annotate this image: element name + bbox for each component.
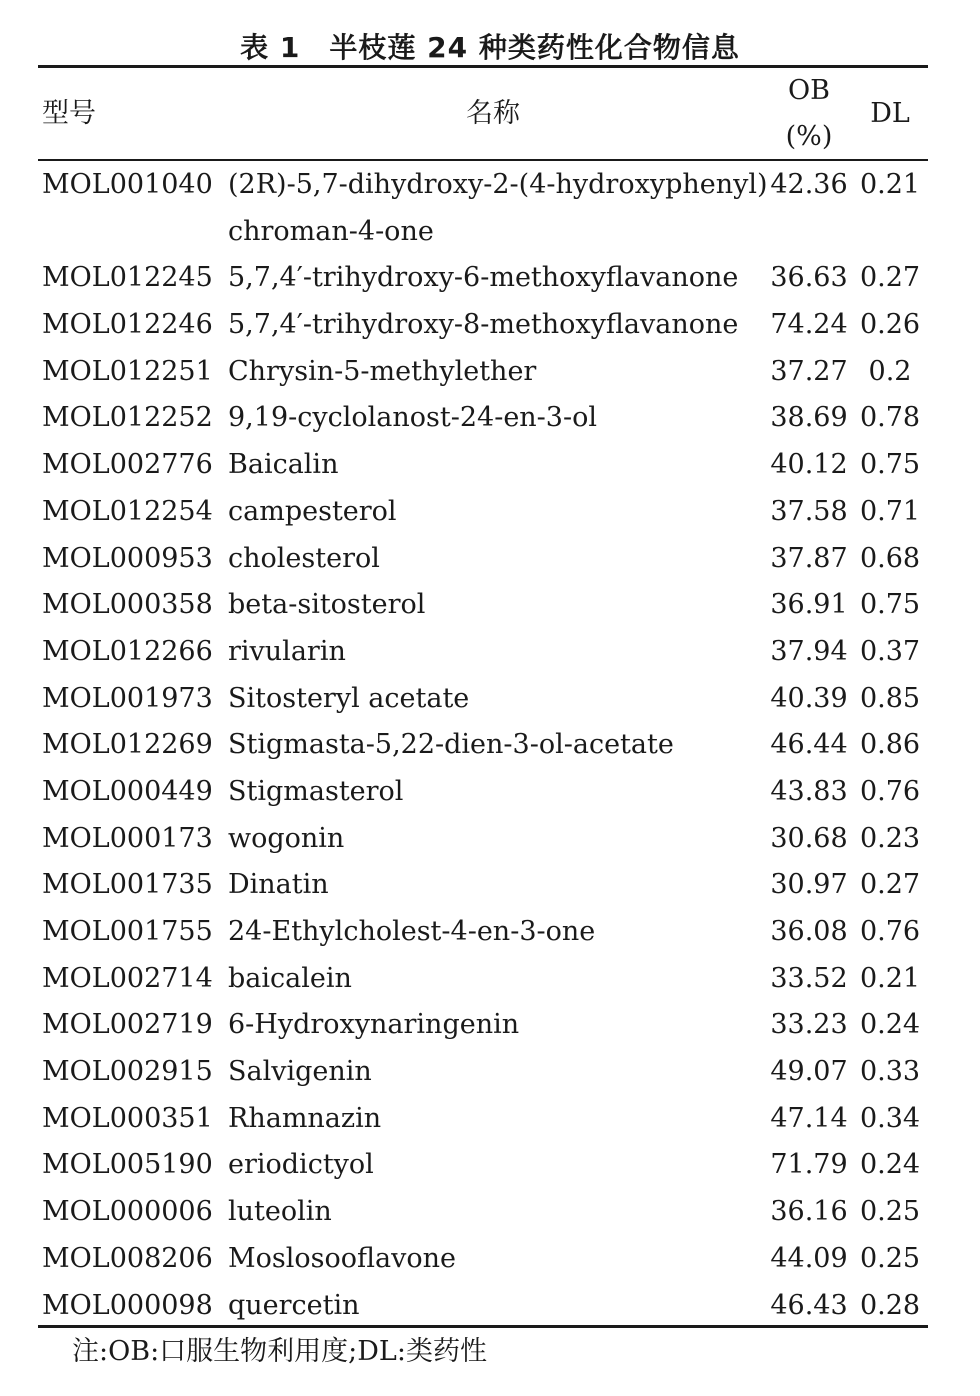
compound-dl: 0.27 bbox=[859, 262, 921, 294]
compound-id: MOL000953 bbox=[42, 542, 213, 574]
compound-id: MOL001735 bbox=[42, 869, 213, 901]
header-name: 名称 bbox=[466, 98, 520, 129]
compound-dl: 0.76 bbox=[859, 916, 921, 948]
compound-dl: 0.76 bbox=[859, 775, 921, 807]
compound-dl: 0.86 bbox=[859, 729, 921, 761]
compound-dl: 0.33 bbox=[859, 1056, 921, 1088]
table-row bbox=[0, 302, 980, 349]
compound-ob: 36.91 bbox=[770, 589, 848, 621]
compound-name: quercetin bbox=[228, 1289, 360, 1321]
compound-dl: 0.25 bbox=[859, 1242, 921, 1274]
compound-name: Dinatin bbox=[228, 869, 329, 901]
compound-ob: 36.16 bbox=[770, 1196, 848, 1228]
compound-name: 24-Ethylcholest-4-en-3-one bbox=[228, 916, 596, 948]
compound-id: MOL000098 bbox=[42, 1289, 213, 1321]
compound-dl: 0.21 bbox=[859, 169, 921, 200]
compound-ob: 44.09 bbox=[770, 1242, 848, 1274]
compound-ob: 33.52 bbox=[770, 962, 848, 994]
compound-id: MOL000173 bbox=[42, 822, 213, 854]
table-row bbox=[0, 255, 980, 302]
compound-name: Stigmasterol bbox=[228, 775, 404, 807]
compound-id: MOL001973 bbox=[42, 682, 213, 714]
compound-dl: 0.75 bbox=[859, 589, 921, 621]
compound-ob: 36.63 bbox=[770, 262, 848, 294]
compound-name: 5,7,4′-trihydroxy-6-methoxyflavanone bbox=[228, 262, 739, 294]
compound-name: campesterol bbox=[228, 495, 397, 527]
compound-id: MOL008206 bbox=[42, 1242, 213, 1274]
table-row bbox=[0, 1049, 980, 1096]
table-row bbox=[0, 676, 980, 723]
table-row bbox=[0, 722, 980, 769]
compound-name: Salvigenin bbox=[228, 1056, 372, 1088]
table-body bbox=[0, 162, 980, 1329]
compound-name: beta-sitosterol bbox=[228, 589, 426, 621]
compound-dl: 0.85 bbox=[859, 682, 921, 714]
table-row bbox=[0, 1096, 980, 1143]
compound-ob: 37.87 bbox=[770, 542, 848, 574]
compound-name: rivularin bbox=[228, 635, 346, 667]
table-row bbox=[0, 816, 980, 863]
compound-ob: 71.79 bbox=[770, 1149, 848, 1181]
compound-name: Sitosteryl acetate bbox=[228, 682, 470, 714]
compound-ob: 36.08 bbox=[770, 916, 848, 948]
compound-dl: 0.34 bbox=[859, 1102, 921, 1134]
compound-name: 5,7,4′-trihydroxy-8-methoxyflavanone bbox=[228, 309, 739, 341]
table-row bbox=[0, 162, 980, 255]
table-row bbox=[0, 1189, 980, 1236]
compound-dl: 0.25 bbox=[859, 1196, 921, 1228]
table-row bbox=[0, 956, 980, 1003]
header-ob bbox=[768, 68, 850, 160]
table-row bbox=[0, 395, 980, 442]
table-header-rule bbox=[38, 159, 928, 161]
compound-dl: 0.68 bbox=[859, 542, 921, 574]
compound-dl: 0.78 bbox=[859, 402, 921, 434]
table-row bbox=[0, 536, 980, 583]
header-ob-label: OB bbox=[788, 75, 830, 106]
table-row bbox=[0, 489, 980, 536]
compound-dl: 0.21 bbox=[859, 962, 921, 994]
compound-dl: 0.23 bbox=[859, 822, 921, 854]
compound-name: 9,19-cyclolanost-24-en-3-ol bbox=[228, 402, 597, 434]
header-model: 型号 bbox=[42, 98, 96, 129]
table-note: 注:OB:口服生物利用度;DL:类药性 bbox=[72, 1336, 487, 1367]
compound-id: MOL002915 bbox=[42, 1056, 213, 1088]
table-row bbox=[0, 1236, 980, 1283]
compound-name: 6-Hydroxynaringenin bbox=[228, 1009, 520, 1041]
compound-name: baicalein bbox=[228, 962, 352, 994]
compound-ob: 40.12 bbox=[770, 449, 848, 481]
compound-id: MOL000351 bbox=[42, 1102, 213, 1134]
compound-id: MOL001040 bbox=[42, 169, 213, 200]
compound-ob: 47.14 bbox=[770, 1102, 848, 1134]
compound-id: MOL002719 bbox=[42, 1009, 213, 1041]
compound-name: luteolin bbox=[228, 1196, 332, 1228]
compound-dl: 0.26 bbox=[859, 309, 921, 341]
header-ob-unit: (%) bbox=[785, 121, 833, 152]
compound-id: MOL012266 bbox=[42, 635, 213, 667]
compound-ob: 42.36 bbox=[770, 169, 848, 200]
compound-dl: 0.24 bbox=[859, 1149, 921, 1181]
compound-ob: 37.94 bbox=[770, 635, 848, 667]
table-row bbox=[0, 442, 980, 489]
compound-dl: 0.71 bbox=[859, 495, 921, 527]
compound-name: wogonin bbox=[228, 822, 345, 854]
compound-name: Moslosooflavone bbox=[228, 1242, 456, 1274]
compound-ob: 38.69 bbox=[770, 402, 848, 434]
table-row bbox=[0, 862, 980, 909]
compound-dl: 0.2 bbox=[868, 355, 912, 387]
compound-dl: 0.27 bbox=[859, 869, 921, 901]
compound-ob: 37.27 bbox=[770, 355, 848, 387]
compound-name: Chrysin-5-methylether bbox=[228, 355, 537, 387]
table-row bbox=[0, 769, 980, 816]
compound-id: MOL002714 bbox=[42, 962, 213, 994]
compound-id: MOL012269 bbox=[42, 729, 213, 761]
table-row bbox=[0, 909, 980, 956]
compound-dl: 0.28 bbox=[859, 1289, 921, 1321]
compound-id: MOL012245 bbox=[42, 262, 213, 294]
compound-id: MOL005190 bbox=[42, 1149, 213, 1181]
compound-id: MOL002776 bbox=[42, 449, 213, 481]
compound-name: cholesterol bbox=[228, 542, 380, 574]
compound-id: MOL012246 bbox=[42, 309, 213, 341]
compound-ob: 46.44 bbox=[770, 729, 848, 761]
compound-dl: 0.75 bbox=[859, 449, 921, 481]
compound-id: MOL000449 bbox=[42, 775, 213, 807]
compound-ob: 74.24 bbox=[770, 309, 848, 341]
table-bottom-rule bbox=[38, 1325, 928, 1328]
compound-id: MOL000358 bbox=[42, 589, 213, 621]
header-dl: DL bbox=[870, 98, 910, 129]
compound-ob: 46.43 bbox=[770, 1289, 848, 1321]
compound-name: Baicalin bbox=[228, 449, 339, 481]
compound-dl: 0.37 bbox=[859, 635, 921, 667]
compound-ob: 30.97 bbox=[770, 869, 848, 901]
table-row bbox=[0, 1002, 980, 1049]
compound-ob: 49.07 bbox=[770, 1056, 848, 1088]
compound-dl: 0.24 bbox=[859, 1009, 921, 1041]
table-row bbox=[0, 629, 980, 676]
table-row bbox=[0, 1142, 980, 1189]
compound-name: (2R)-5,7-dihydroxy-2-(4-hydroxyphenyl) chroman-4-one bbox=[228, 169, 768, 247]
table-row bbox=[0, 582, 980, 629]
compound-ob: 37.58 bbox=[770, 495, 848, 527]
table-row bbox=[0, 349, 980, 396]
table-row bbox=[0, 1283, 980, 1330]
compound-name: Stigmasta-5,22-dien-3-ol-acetate bbox=[228, 729, 674, 761]
compound-name: Rhamnazin bbox=[228, 1102, 382, 1134]
compound-id: MOL000006 bbox=[42, 1196, 213, 1228]
compound-id: MOL012252 bbox=[42, 402, 213, 434]
compound-id: MOL001755 bbox=[42, 916, 213, 948]
compound-ob: 43.83 bbox=[770, 775, 848, 807]
compound-ob: 33.23 bbox=[770, 1009, 848, 1041]
compound-id: MOL012251 bbox=[42, 355, 213, 387]
compound-ob: 40.39 bbox=[770, 682, 848, 714]
table-title: 表 1 半枝莲 24 种类药性化合物信息 bbox=[240, 31, 740, 64]
compound-ob: 30.68 bbox=[770, 822, 848, 854]
compound-id: MOL012254 bbox=[42, 495, 213, 527]
compound-name: eriodictyol bbox=[228, 1149, 374, 1181]
